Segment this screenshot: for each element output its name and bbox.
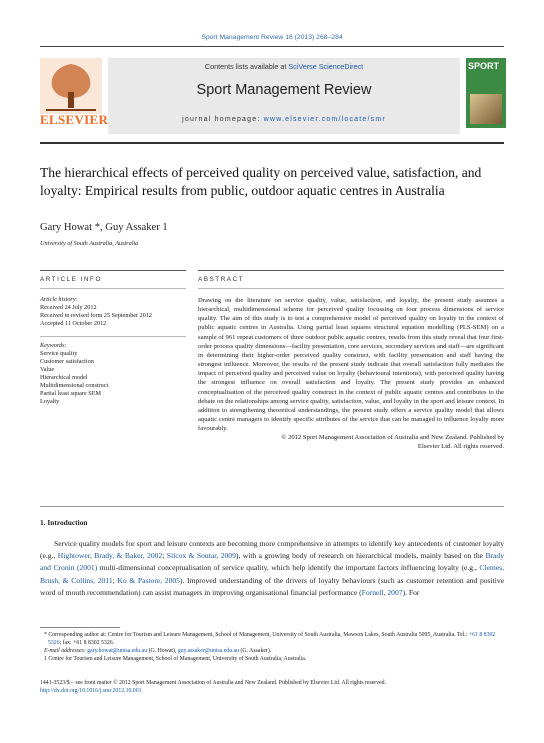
section-heading: 1. Introduction — [40, 518, 88, 527]
copyright-line: © 2012 Sport Management Association of Australia and New Zealand. Published by — [281, 434, 504, 442]
keywords-divider — [40, 336, 186, 337]
footnote-rule — [40, 627, 120, 628]
article-info-label: ARTICLE INFO — [40, 276, 102, 283]
article-info-divider — [40, 288, 186, 289]
history-item: Received 24 July 2012 — [40, 304, 97, 311]
email-link[interactable]: gary.howat@unisa.edu.au — [87, 648, 148, 654]
header-bottom-rule — [40, 142, 504, 144]
text-run: Service quality models for sport and leisure contexts are becoming more comprehensive in attempts to identify key antecedents of customer loyalty (e.g., — [40, 539, 504, 561]
abstract-end-rule — [40, 506, 504, 507]
text-run: ; — [112, 575, 118, 585]
keyword: Service quality — [40, 350, 78, 357]
issn-line: 1441-3523/$ – see front matter © 2012 Sport Management Association of Australia and New Zealand. Published by Elsevier Ltd. All rights reserved. — [40, 680, 387, 686]
elsevier-tree-icon — [40, 58, 102, 114]
article-info-rule — [40, 270, 186, 271]
citation-link[interactable]: Clemes, Brush, & Collins, 2011 — [40, 563, 504, 585]
history-item: Received in revised form 25 September 2012 — [40, 312, 153, 319]
bottom-metadata — [40, 679, 504, 695]
contents-prefix: Contents lists available at — [204, 62, 289, 71]
author-affiliation: University of South Australia, Australia — [40, 240, 139, 247]
abstract-divider — [198, 288, 504, 289]
journal-cover-thumbnail[interactable] — [466, 58, 506, 128]
text-run: ; — [162, 551, 167, 561]
citation-link[interactable]: Fornell, 2007 — [361, 587, 403, 597]
publisher-name: ELSEVIER — [40, 112, 109, 127]
text-run: ). Improved understanding of the drivers of loyalty behaviours (such as customer retention and positive word of mouth recommendation) can assist managers in improving organisational financial performance ( — [40, 575, 504, 597]
intro-paragraph — [40, 538, 504, 599]
citation-link[interactable]: Silcox & Soutar, 2009 — [166, 551, 236, 561]
homepage-prefix: journal homepage: — [182, 116, 264, 123]
text-run: (G. Assaker). — [239, 648, 272, 654]
text-run: ), with a growing body of research on hierarchical models, mainly based on the — [235, 551, 486, 561]
citation-link[interactable]: Hightower, Brady, & Baker, 2002 — [57, 551, 163, 561]
phone-link[interactable]: +61 8 8302 5326 — [48, 632, 496, 646]
keywords-list — [40, 342, 190, 406]
citation-link[interactable]: Ko & Pastore, 2005 — [117, 575, 180, 585]
footnote-corresponding — [40, 631, 504, 647]
sciencedirect-link[interactable]: SciVerse ScienceDirect — [288, 62, 364, 71]
footnote-affiliation: 1 Centre for Tourism and Leisure Management, School of Management, University of South Australia, Australia. — [44, 656, 307, 662]
footnotes — [40, 631, 504, 663]
email-link[interactable]: guy.assaker@unisa.edu.au — [177, 648, 240, 654]
contents-availability — [108, 62, 460, 71]
article-title: The hierarchical effects of perceived quality on perceived value, satisfaction, and loyalty: Empirical results from public, outdoor aquatic centres in Australia — [40, 165, 482, 198]
abstract-rule — [198, 270, 504, 271]
elsevier-logo[interactable] — [40, 58, 109, 128]
article-authors[interactable]: Gary Howat *, Guy Assaker 1 — [40, 222, 168, 233]
keyword: Customer satisfaction — [40, 358, 94, 365]
footnote-emails — [40, 647, 504, 655]
text-run: * Corresponding author at: Centre for Tourism and Leisure Management, School of Management, University of South Australia, Mawson Lakes, South Australia 5095, Australia. Tel.: — [44, 632, 469, 638]
abstract-label: ABSTRACT — [198, 276, 245, 283]
doi-link[interactable]: http://dx.doi.org/10.1016/j.smr.2012.10.001 — [40, 688, 142, 694]
text-run: E-mail addresses: — [44, 648, 88, 654]
header-top-rule — [40, 46, 504, 47]
abstract-body — [198, 296, 504, 451]
cover-title: SPORT — [468, 61, 500, 71]
keywords-label: Keywords: — [40, 342, 67, 349]
keyword: Value — [40, 366, 55, 373]
history-label: Article history: — [40, 296, 78, 303]
keyword: Partial least square SEM — [40, 390, 102, 397]
text-run: multi-dimensional conceptualisation of service quality, which help identify the important factors influencing loyalty (e.g., — [97, 563, 480, 573]
article-history — [40, 296, 190, 328]
keyword: Loyalty — [40, 398, 60, 405]
text-run: ). For — [402, 587, 420, 597]
history-item: Accepted 11 October 2012 — [40, 320, 107, 327]
keyword: Hierarchical model — [40, 374, 88, 381]
cover-image — [470, 94, 502, 124]
abstract-text: Drawing on the literature on service quality, value, satisfaction, and loyalty, the present study assumes a hierarchical, multidimensional scheme for perceived quality focussing on four process dimensions of service quality. The aim of this study is to test a comprehensive model of perceived quality on loyalty in the context of public aquatic centres in Australia. Using partial least squares structural equation modelling (PLS-SEM) on a sample of 961 repeat customers of three outdoor public aquatic centres, results from this study reveal that four first-order process quality dimensions—facility presentation, core services, secondary services and staff—are significant in determining their higher-order perceived quality construct, with facility presentation and staff having the strongest influence. Moreover, the results of the present study indicate that overall satisfaction fully mediates the impact of perceived quality and perceived value on loyalty (behavioural intentions), with perceived quality having the strongest influence on overall satisfaction and loyalty. The present study provides an enhanced conceptualisation of the perceived quality construct in the context of public aquatic centres and contributes to the debate on the relationships among service quality, satisfaction, value, and loyalty in the sport and leisure context. In addition to strengthening theoretical understandings, the present study offers a service quality model that allows aquatic centre managers to identify specific attributes of the service that can be managed to influence loyalty more favourably. — [198, 297, 504, 433]
journal-reference[interactable]: Sport Management Review 16 (2013) 268–284 — [201, 34, 343, 41]
text-run: ; fax: +61 8 8302 5326. — [59, 640, 115, 646]
journal-homepage — [108, 116, 460, 123]
homepage-link[interactable]: www.elsevier.com/locate/smr — [263, 116, 386, 123]
copyright-line: Elsevier Ltd. All rights reserved. — [417, 443, 504, 451]
journal-title: Sport Management Review — [196, 82, 372, 98]
keyword: Multidimensional construct — [40, 382, 109, 389]
text-run: (G. Howat), — [147, 648, 178, 654]
citation-link[interactable]: Brady and Cronin (2001) — [40, 551, 504, 573]
